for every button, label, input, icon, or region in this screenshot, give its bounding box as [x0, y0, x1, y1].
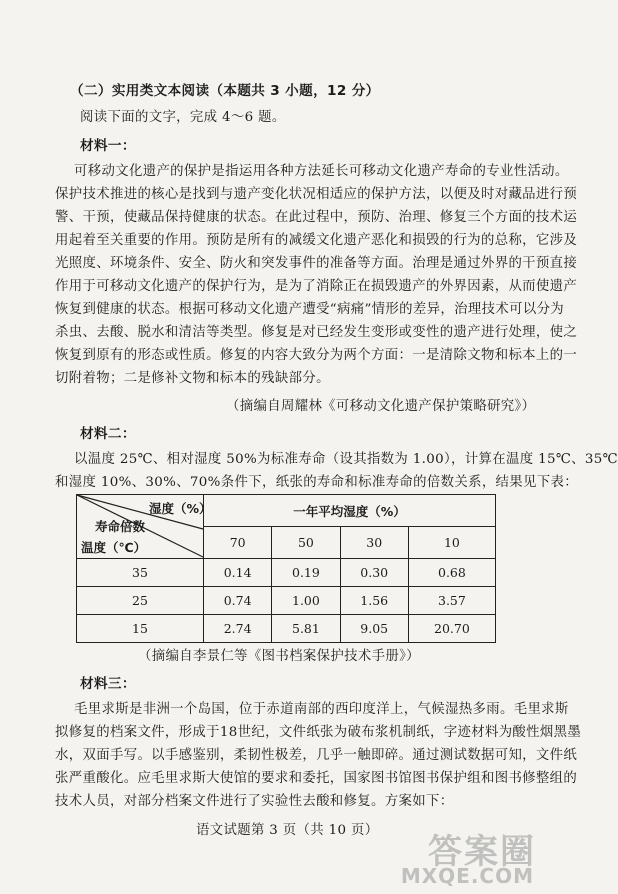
- value-cell: 0.30: [340, 559, 408, 587]
- material2-line: 以温度 25℃、相对湿度 50%为标准寿命（设其指数为 1.00），计算在温度 15℃、35℃: [74, 452, 618, 467]
- corner-temp-label: 温度（℃）: [81, 540, 147, 555]
- material1-line: 可移动文化遗产的保护是指运用各种方法延长可移动文化遗产寿命的专业性活动。: [74, 164, 569, 179]
- material3-label: 材料三：: [80, 676, 136, 692]
- value-cell: 20.70: [408, 615, 495, 643]
- material1-label: 材料一：: [80, 138, 136, 154]
- material1-line: 恢复到健康的状态。根据可移动文化遗产遭受“病痛”情形的差异，治理技术可以分为: [55, 302, 565, 317]
- material3-line: 水，双面手写。以手感鉴别，柔韧性极差，几乎一触即碎。通过测试数据可知，文件纸: [55, 748, 578, 763]
- value-cell: 2.74: [204, 615, 272, 643]
- humidity-col-header: 70: [204, 527, 272, 559]
- material3-line: 张严重酸化。应毛里求斯大使馆的要求和委托，国家图书馆图书保护组和图书修整组的: [55, 771, 578, 786]
- material1-line: 用起着至关重要的作用。预防是所有的减缓文化遗产恶化和损毁的行为的总称，它涉及: [55, 233, 578, 248]
- material1-line: 光照度、环境条件、安全、防火和突发事件的准备等方面。治理是通过外界的干预直接: [55, 256, 578, 271]
- value-cell: 0.19: [272, 559, 340, 587]
- value-cell: 1.56: [340, 587, 408, 615]
- humidity-col-header: 10: [408, 527, 495, 559]
- material3-line: 技术人员，对部分档案文件进行了实验性去酸和修复。方案如下：: [55, 794, 454, 809]
- value-cell: 0.68: [408, 559, 495, 587]
- material1-source: （摘编自周耀林《可移动文化遗产保护策略研究》）: [226, 399, 536, 414]
- watermark-url: MXQE.COM: [400, 864, 534, 888]
- value-cell: 3.57: [408, 587, 495, 615]
- humidity-col-header: 50: [272, 527, 340, 559]
- instruction-text: 阅读下面的文字，完成 4～6 题。: [80, 110, 286, 125]
- table-corner-cell: [77, 495, 212, 559]
- material1-line: 作用于可移动文化遗产的保护行为，是为了消除正在损毁遗产的外界因素，从而使遗产: [55, 279, 578, 294]
- material1-line: 警、干预，使藏品保持健康的状态。在此过程中，预防、治理、修复三个方面的技术运: [55, 210, 578, 225]
- material3-line: 毛里求斯是非洲一个岛国，位于赤道南部的西印度洋上，气候湿热多雨。毛里求斯: [74, 702, 569, 717]
- corner-multiple-label: 寿命倍数: [95, 519, 146, 534]
- material1-line: 恢复到原有的形态或性质。修复的内容大致分为两个方面：一是清除文物和标本上的一: [55, 348, 578, 363]
- page-footer: 语文试题第 3 页（共 10 页）: [196, 823, 379, 838]
- watermark-logo: [388, 824, 538, 888]
- value-cell: 0.74: [204, 587, 272, 615]
- temp-cell: 15: [77, 615, 204, 643]
- humidity-group-header: 一年平均湿度（%）: [204, 495, 496, 527]
- table-row: [77, 559, 496, 587]
- table-row: [77, 587, 496, 615]
- material1-line: 切附着物；二是修补文物和标本的残缺部分。: [55, 371, 330, 386]
- temp-cell: 25: [77, 587, 204, 615]
- corner-humidity-label: 湿度（%）: [149, 501, 212, 516]
- temp-cell: 35: [77, 559, 204, 587]
- lifespan-table: [76, 494, 496, 643]
- value-cell: 0.14: [204, 559, 272, 587]
- value-cell: 1.00: [272, 587, 340, 615]
- section-title: （二）实用类文本阅读（本题共 3 小题，12 分）: [70, 83, 380, 99]
- material3-line: 拟修复的档案文件，形成于18世纪，文件纸张为破布浆机制纸，字迹材料为酸性烟黑墨: [55, 725, 582, 740]
- table-row: [77, 615, 496, 643]
- material2-source: （摘编自李景仁等《图书档案保护技术手册》）: [138, 649, 420, 664]
- material1-line: 保护技术推进的核心是找到与遗产变化状况相适应的保护方法，以便及时对藏品进行预: [55, 187, 578, 202]
- material2-line: 和湿度 10%、30%、70%条件下，纸张的寿命和标准寿命的倍数关系，结果见下表：: [55, 475, 579, 490]
- material2-label: 材料二：: [80, 426, 136, 442]
- watermark-text: 答案圈: [428, 832, 536, 872]
- value-cell: 5.81: [272, 615, 340, 643]
- value-cell: 9.05: [340, 615, 408, 643]
- material1-line: 杀虫、去酸、脱水和清洁等类型。修复是对已经发生变形或变性的遗产进行处理，使之: [55, 325, 578, 340]
- humidity-col-header: 30: [340, 527, 408, 559]
